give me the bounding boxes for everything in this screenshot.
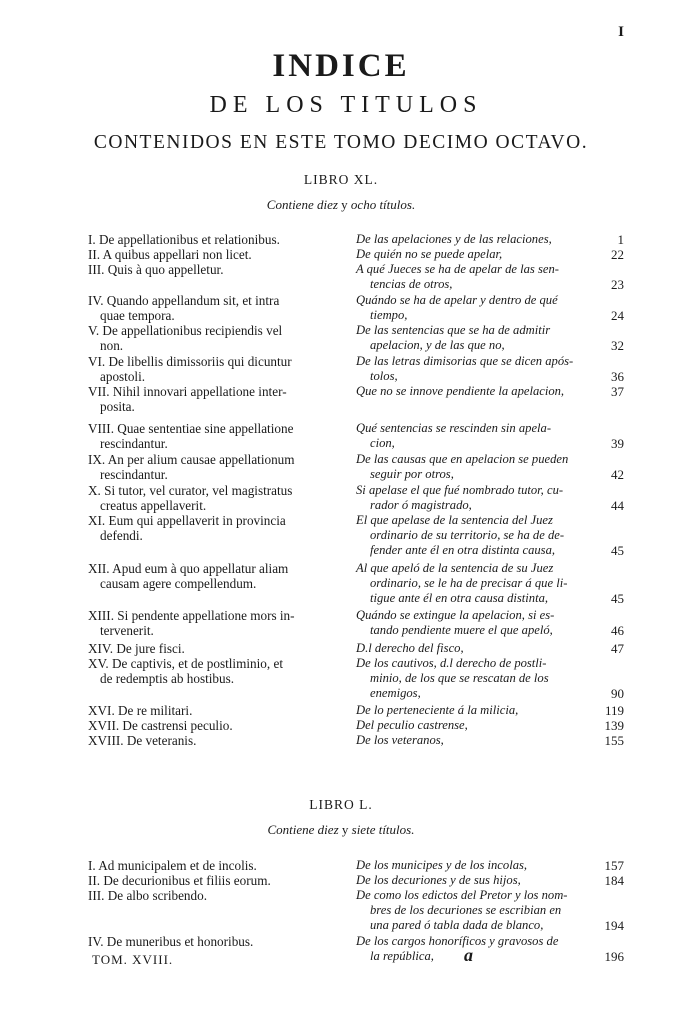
spanish-title-cont: fender ante él en otra distinta causa, [370,543,556,557]
spanish-column [356,718,584,733]
spanish-title: De los cargos honoríficos y gravosos de [356,934,559,948]
latin-column [88,858,335,873]
spanish-column [356,247,584,262]
spanish-title: Al que apeló de la sentencia de su Juez [356,561,554,575]
spanish-column [356,262,584,292]
page-ref: 36 [611,369,624,384]
book-intro-b: ocho títulos. [350,197,416,212]
latin-title: III. Quis à quo appelletur. [88,262,224,277]
latin-title: V. De appellationibus recipiendis vel [88,323,283,338]
spanish-title-cont: enemigos, [370,686,421,700]
spanish-title-cont: minio, de los que se rescatan de los [370,671,549,685]
spanish-column [356,323,584,353]
latin-title: XIV. De jure fisci. [88,641,185,656]
latin-column [88,262,335,277]
spanish-column [356,421,584,451]
latin-column [88,452,335,482]
book-intro-a: Contiene diez [267,822,339,837]
book-intro-a: Contiene diez [266,197,338,212]
spanish-title: Del peculio castrense, [356,718,468,732]
spanish-title-cont: tencias de otros, [370,277,453,291]
latin-title: II. De decurionibus et filiis eorum. [88,873,271,888]
latin-column [88,354,335,384]
spanish-column [356,888,584,933]
page-ref: 184 [604,873,624,888]
spanish-title-cont: una pared ó tabla dada de blanco, [370,918,544,932]
page-ref: 90 [611,686,624,701]
spanish-column [356,232,584,247]
page-ref: 139 [604,718,624,733]
latin-title-cont: rescindantur. [100,467,168,482]
latin-title-cont: rescindantur. [100,436,168,451]
spanish-title: D.l derecho del fisco, [356,641,464,655]
latin-title: IV. Quando appellandum sit, et intra [88,293,280,308]
spanish-column [356,384,584,399]
spanish-title: De las apelaciones y de las relaciones, [356,232,552,246]
spanish-title: De los municipes y de los incolas, [356,858,528,872]
book-intro-y: y [341,822,349,837]
latin-title: VIII. Quae sententiae sine appellatione [88,421,294,436]
latin-column [88,384,335,414]
spanish-title: Quándo se ha de apelar y dentro de qué [356,293,558,307]
latin-column [88,873,335,888]
page-ref: 39 [611,436,624,451]
page-ref: 1 [617,232,624,247]
book-intro [0,197,682,213]
latin-title-cont: non. [100,338,124,353]
spanish-column [356,656,584,701]
latin-title: III. De albo scribendo. [88,888,208,903]
latin-title: XIII. Si pendente appellatione mors in- [88,608,295,623]
latin-title: XVII. De castrensi peculio. [88,718,233,733]
spanish-title: De los decuriones y de sus hijos, [356,873,521,887]
spanish-title-cont: cion, [370,436,395,450]
page-ref: 22 [611,247,624,262]
spanish-column [356,293,584,323]
latin-column [88,718,335,733]
spanish-title-cont: tando pendiente muere el que apeló, [370,623,553,637]
latin-title: I. De appellationibus et relationibus. [88,232,280,247]
page-ref: 45 [611,543,624,558]
spanish-title-cont: apelacion, y de las que no, [370,338,505,352]
latin-title-cont: quae tempora. [100,308,175,323]
book-heading: LIBRO L. [309,797,373,812]
spanish-title: De los veteranos, [356,733,444,747]
spanish-title: De los cautivos, d.l derecho de postli- [356,656,547,670]
latin-title: XVIII. De veteranis. [88,733,197,748]
latin-column [88,323,335,353]
spanish-column [356,513,584,558]
spanish-title: De lo perteneciente á la milicia, [356,703,519,717]
spanish-column [356,641,584,656]
latin-title: I. Ad municipalem et de incolis. [88,858,257,873]
latin-title-cont: defendi. [100,528,143,543]
page-ref: 24 [611,308,624,323]
page-subtitle-2: CONTENIDOS EN ESTE TOMO DECIMO OCTAVO. [93,132,589,153]
spanish-title-cont: seguir por otros, [370,467,454,481]
spanish-title: De las sentencias que se ha de admitir [356,323,551,337]
latin-column [88,247,335,262]
page-ref: 32 [611,338,624,353]
spanish-column [356,858,584,873]
latin-column [88,608,335,638]
page-ref: 119 [604,703,624,718]
page-ref: 23 [611,277,624,292]
page-ref: 194 [604,918,624,933]
page-number: I [618,24,624,40]
spanish-title: Que no se innove pendiente la apelacion, [356,384,565,398]
latin-column [88,641,335,656]
book-heading: LIBRO XL. [303,172,379,187]
volume-label: TOM. XVIII. [92,952,174,967]
latin-column [88,232,335,247]
spanish-title-cont: rador ó magistrado, [370,498,472,512]
latin-title: IX. An per alium causae appellationum [88,452,295,467]
latin-title: XII. Apud eum à quo appellatur aliam [88,561,289,576]
spanish-title-cont: ordinario, se le ha de precisar á que li- [370,576,568,590]
latin-column [88,934,335,949]
spanish-title: A qué Jueces se ha de apelar de las sen- [356,262,559,276]
spanish-title-cont: la república, [370,949,434,963]
latin-title: XVI. De re militari. [88,703,193,718]
spanish-column [356,561,584,606]
latin-column [88,561,335,591]
page-ref: 157 [604,858,624,873]
book-intro [0,822,682,838]
spanish-column [356,483,584,513]
latin-column [88,703,335,718]
spanish-title-cont: bres de los decuriones se escribian en [370,903,562,917]
signature-mark: a [464,945,473,965]
spanish-title: De como los edictos del Pretor y los nom- [356,888,568,902]
latin-column [88,483,335,513]
latin-title: XI. Eum qui appellaverit in provincia [88,513,286,528]
latin-title-cont: tervenerit. [100,623,154,638]
latin-title-cont: creatus appellaverit. [100,498,207,513]
latin-column [88,513,335,543]
latin-title-cont: causam agere compellendum. [100,576,257,591]
latin-title-cont: posita. [100,399,135,414]
spanish-title: De las causas que en apelacion se pueden [356,452,569,466]
latin-title-cont: apostoli. [100,369,146,384]
latin-title-cont: de redemptis ab hostibus. [100,671,235,686]
page-subtitle: DE LOS TITULOS [209,92,483,118]
spanish-title-cont: tolos, [370,369,398,383]
latin-column [88,656,335,686]
spanish-title-cont: tiempo, [370,308,408,322]
latin-column [88,733,335,748]
spanish-title: El que apelase de la sentencia del Juez [356,513,553,527]
latin-title: VI. De libellis dimissoriis qui dicuntur [88,354,292,369]
spanish-title: De las letras dimisorias que se dicen após- [356,354,574,368]
page-ref: 155 [604,733,624,748]
latin-title: XV. De captivis, et de postliminio, et [88,656,283,671]
page-ref: 47 [611,641,624,656]
page-title: INDICE [272,48,410,84]
spanish-column [356,733,584,748]
spanish-column [356,608,584,638]
page-ref: 45 [611,591,624,606]
spanish-title: Si apelase el que fué nombrado tutor, cu- [356,483,564,497]
latin-column [88,293,335,323]
latin-title: X. Si tutor, vel curator, vel magistratus [88,483,293,498]
page-ref: 46 [611,623,624,638]
page-ref: 44 [611,498,624,513]
spanish-title: Quándo se extingue la apelacion, si es- [356,608,555,622]
page-ref: 42 [611,467,624,482]
latin-column [88,888,335,903]
spanish-title: Qué sentencias se rescinden sin apela- [356,421,552,435]
latin-title: II. A quibus appellari non licet. [88,247,252,262]
page-ref: 196 [604,949,624,964]
book-intro-b: siete títulos. [351,822,415,837]
spanish-column [356,873,584,888]
spanish-title-cont: tigue ante él en otra causa distinta, [370,591,549,605]
book-intro-y: y [341,197,348,212]
latin-column [88,421,335,451]
latin-title: VII. Nihil innovari appellatione inter- [88,384,287,399]
spanish-title: De quién no se puede apelar, [356,247,503,261]
spanish-title-cont: ordinario de su territorio, se ha de de- [370,528,565,542]
spanish-column [356,354,584,384]
spanish-column [356,703,584,718]
spanish-column [356,452,584,482]
latin-title: IV. De muneribus et honoribus. [88,934,254,949]
page-ref: 37 [611,384,624,399]
